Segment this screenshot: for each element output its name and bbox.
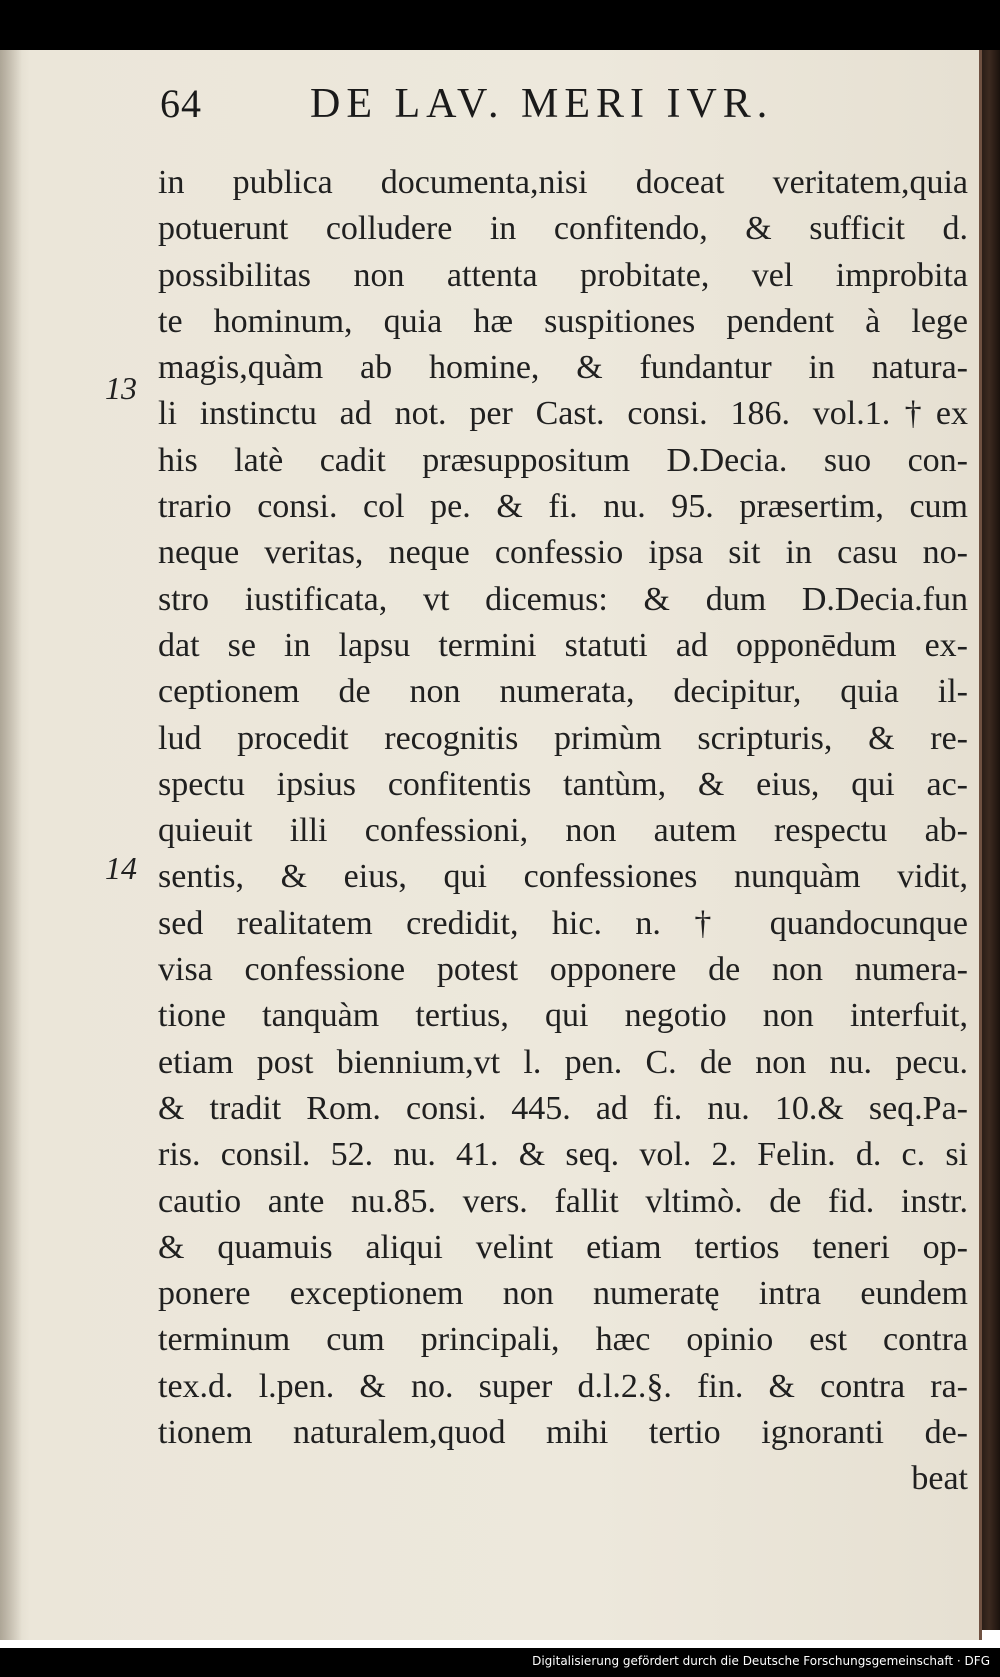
marginal-number-14: 14 <box>105 850 137 886</box>
top-scan-border <box>0 0 1000 50</box>
text-line: lud procedit recognitis primùm scripturis, & re- <box>158 719 968 757</box>
text-line: te hominum, quia hæ suspitiones pendent à lege <box>158 302 968 340</box>
footer-bar <box>0 1648 1000 1677</box>
running-head: DE LAV. MERI IVR. <box>310 81 774 127</box>
text-line: & quamuis aliqui velint etiam tertios teneri op- <box>158 1228 968 1266</box>
text-line: terminum cum principali, hæc opinio est contra <box>158 1321 968 1359</box>
text-line: trario consi. col pe. & fi. nu. 95. præsertim, cum <box>158 488 968 526</box>
text-line: etiam post biennium,vt l. pen. C. de non nu. pecu. <box>158 1043 968 1081</box>
book-cover-edge <box>982 50 1000 1630</box>
page-number: 64 <box>160 81 202 126</box>
text-line: li instinctu ad not. per Cast. consi. 186. vol.1.†ex <box>158 395 968 433</box>
catchword: beat <box>911 1460 968 1498</box>
text-line: sed realitatem credidit, hic. n. † quandocunque <box>158 904 968 942</box>
text-line: his latè cadit præsuppositum D.Decia. suo con- <box>158 441 968 479</box>
body-text <box>158 160 968 1503</box>
text-line: dat se in lapsu termini statuti ad opponēdum ex- <box>158 626 968 664</box>
page-header <box>160 80 860 140</box>
text-line: quieuit illi confessioni, non autem respectu ab- <box>158 812 968 850</box>
text-line: ris. consil. 52. nu. 41. & seq. vol. 2. Felin. d. c. si <box>158 1136 968 1174</box>
text-line: ponere exceptionem non numeratę intra eundem <box>158 1275 968 1313</box>
text-line: visa confessione potest opponere de non numera- <box>158 951 968 989</box>
text-line: tione tanquàm tertius, qui negotio non interfuit, <box>158 997 968 1035</box>
gutter-shadow <box>0 50 22 1640</box>
text-line: sentis, & eius, qui confessiones nunquàm vidit, <box>158 858 968 896</box>
text-line: & tradit Rom. consi. 445. ad fi. nu. 10.& seq.Pa- <box>158 1089 968 1127</box>
text-line: potuerunt colludere in confitendo, & sufficit d. <box>158 210 968 248</box>
text-line: spectu ipsius confitentis tantùm, & eius, qui ac- <box>158 765 968 803</box>
text-line: tex.d. l.pen. & no. super d.l.2.§. fin. & contra ra- <box>158 1367 968 1405</box>
text-line: possibilitas non attenta probitate, vel improbita <box>158 256 968 294</box>
text-line: in publica documenta,nisi doceat veritatem,quia <box>158 164 968 201</box>
text-line: tionem naturalem,quod mihi tertio ignoranti de- <box>158 1414 968 1452</box>
text-line: neque veritas, neque confessio ipsa sit in casu no- <box>158 534 968 572</box>
text-line: magis,quàm ab homine, & fundantur in natura- <box>158 349 968 387</box>
marginal-number-13: 13 <box>105 370 137 406</box>
text-line: stro iustificata, vt dicemus: & dum D.Decia.fun <box>158 580 968 618</box>
text-line: ceptionem de non numerata, decipitur, quia il- <box>158 673 968 711</box>
text-line: cautio ante nu.85. vers. fallit vltimò. de fid. instr. <box>158 1182 968 1220</box>
dfg-credit: Digitalisierung gefördert durch die Deutsche Forschungsgemeinschaft · DFG <box>532 1654 990 1668</box>
